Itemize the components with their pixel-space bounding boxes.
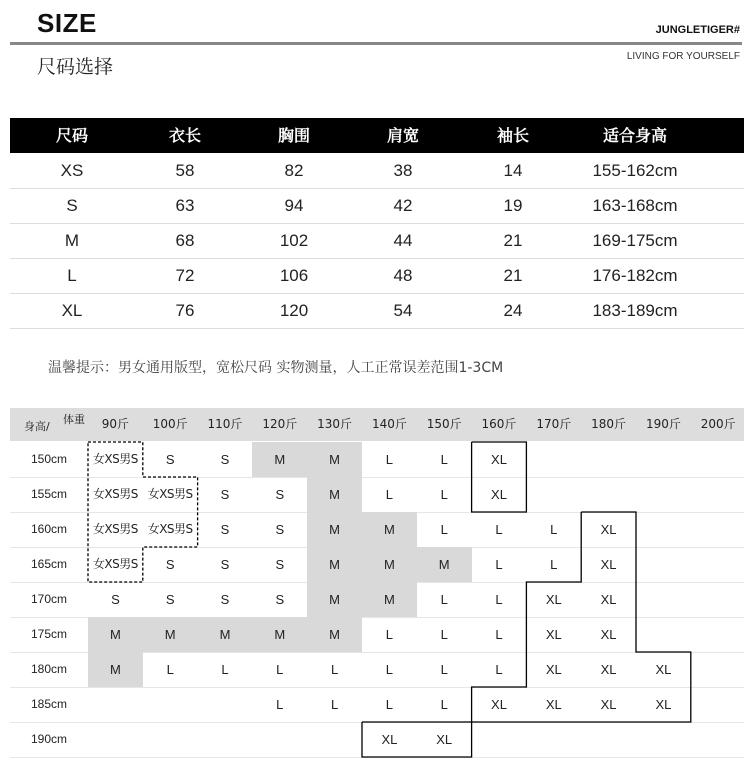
fit-cell: L bbox=[440, 522, 448, 537]
fit-cell: M bbox=[417, 547, 472, 582]
fit-cell: L bbox=[495, 592, 503, 607]
fit-cell: L bbox=[440, 487, 448, 502]
weight-header: 150斤 bbox=[426, 417, 462, 431]
size-table-cell: 63 bbox=[175, 196, 195, 215]
fit-cell: XL bbox=[381, 732, 398, 747]
height-label: 175cm bbox=[30, 627, 68, 641]
size-table-cell: 120 bbox=[279, 301, 309, 320]
fit-cell: XL bbox=[436, 732, 453, 747]
size-table-cell: 21 bbox=[503, 266, 523, 285]
fit-cell: L bbox=[440, 592, 448, 607]
fit-cell: M bbox=[198, 617, 253, 652]
size-table-cell: 14 bbox=[503, 161, 523, 180]
size-table-cell: L bbox=[67, 266, 77, 285]
weight-header: 110斤 bbox=[207, 417, 243, 431]
corner-height-label: 身高/ bbox=[24, 420, 50, 433]
fit-cell: XL bbox=[600, 627, 617, 642]
xl-190-outline bbox=[362, 722, 472, 757]
fit-cell: XL bbox=[491, 487, 507, 502]
size-table-header-cell: 肩宽 bbox=[386, 126, 419, 145]
fit-cell: XL bbox=[600, 592, 617, 607]
fit-cell: L bbox=[495, 557, 503, 572]
weight-header: 120斤 bbox=[262, 417, 298, 431]
fit-cell: L bbox=[495, 627, 503, 642]
fit-cell: XL bbox=[491, 697, 507, 712]
fit-cell: L bbox=[385, 627, 394, 642]
size-table-header-cell: 尺码 bbox=[55, 126, 88, 145]
height-label: 170cm bbox=[30, 592, 68, 606]
fit-cell: S bbox=[220, 452, 230, 467]
fit-cell: M bbox=[307, 582, 362, 617]
size-table-cell: 72 bbox=[175, 266, 195, 285]
fit-cell: S bbox=[220, 522, 230, 537]
fit-cell: L bbox=[385, 662, 394, 677]
size-table-cell: 76 bbox=[175, 301, 195, 320]
xl-region-outline bbox=[472, 512, 691, 722]
size-table-header-cell: 适合身高 bbox=[602, 126, 667, 145]
fit-cell: S bbox=[165, 557, 175, 572]
size-table-cell: 48 bbox=[393, 266, 413, 285]
weight-header: 200斤 bbox=[700, 417, 736, 431]
size-table-cell: 38 bbox=[393, 161, 413, 180]
weight-header: 180斤 bbox=[591, 417, 627, 431]
fit-cell: M bbox=[307, 617, 362, 652]
weight-header: 190斤 bbox=[645, 417, 681, 431]
fit-cell: L bbox=[330, 697, 339, 712]
page-subtitle: 尺码选择 bbox=[37, 56, 114, 78]
fit-cell: 女XS男S bbox=[92, 452, 138, 466]
fit-cell: L bbox=[495, 662, 503, 677]
fit-cell: S bbox=[275, 557, 285, 572]
fit-cell: L bbox=[166, 662, 174, 677]
fit-cell: M bbox=[252, 442, 307, 477]
size-table-cell: 58 bbox=[175, 161, 195, 180]
weight-header: 130斤 bbox=[317, 417, 353, 431]
fit-cell: XL bbox=[600, 662, 617, 677]
fit-cell: M bbox=[307, 477, 362, 512]
size-table-cell: M bbox=[64, 231, 80, 250]
size-table-cell: 176-182cm bbox=[592, 266, 678, 285]
brand-slogan: LIVING FOR YOURSELF bbox=[626, 51, 740, 62]
fit-cell: L bbox=[385, 697, 394, 712]
fit-cell: S bbox=[275, 592, 285, 607]
fit-cell: M bbox=[143, 617, 198, 652]
fit-cell: L bbox=[440, 627, 448, 642]
size-table-cell: 21 bbox=[503, 231, 523, 250]
height-label: 155cm bbox=[30, 487, 68, 501]
fit-cell: 女XS男S bbox=[92, 557, 138, 571]
height-label: 180cm bbox=[30, 662, 68, 676]
height-label: 150cm bbox=[30, 452, 68, 466]
fit-cell: L bbox=[276, 697, 284, 712]
size-table-cell: S bbox=[66, 196, 78, 215]
fit-cell: M bbox=[307, 442, 362, 477]
fit-cell: XL bbox=[491, 452, 507, 467]
xl-box-outline bbox=[472, 442, 527, 512]
fit-cell: M bbox=[362, 547, 417, 582]
fit-cell: M bbox=[362, 582, 417, 617]
fit-cell: XL bbox=[545, 662, 562, 677]
size-table-header-cell: 袖长 bbox=[496, 126, 529, 145]
size-table-cell: XL bbox=[61, 301, 83, 320]
fit-cell: S bbox=[111, 592, 120, 607]
measurement-note: 温馨提示：男女通用版型，宽松尺码 实物测量，人工正常误差范围1-3CM bbox=[48, 360, 504, 376]
height-label: 190cm bbox=[30, 732, 68, 746]
size-table-cell: 169-175cm bbox=[592, 231, 678, 250]
fit-cell: XL bbox=[655, 697, 672, 712]
fit-cell: 女XS男S bbox=[92, 522, 138, 536]
size-table-cell: 82 bbox=[284, 161, 304, 180]
fit-cell: L bbox=[385, 452, 394, 467]
size-table-cell: 19 bbox=[503, 196, 523, 215]
weight-header: 90斤 bbox=[101, 417, 130, 431]
size-table-cell: 102 bbox=[279, 231, 309, 250]
size-table-cell: 68 bbox=[175, 231, 195, 250]
weight-header: 140斤 bbox=[371, 417, 407, 431]
fit-cell: M bbox=[307, 512, 362, 547]
fit-cell: L bbox=[221, 662, 229, 677]
fit-cell: L bbox=[385, 487, 394, 502]
fit-cell: XL bbox=[600, 697, 617, 712]
size-table-cell: XS bbox=[60, 161, 84, 180]
size-table-cell: 54 bbox=[393, 301, 413, 320]
fit-cell: 女XS男S bbox=[147, 522, 193, 536]
fit-cell: L bbox=[550, 522, 558, 537]
height-label: 165cm bbox=[30, 557, 68, 571]
fit-cell: S bbox=[220, 487, 230, 502]
fit-cell: XL bbox=[545, 627, 562, 642]
height-label: 185cm bbox=[30, 697, 68, 711]
fit-cell: XL bbox=[545, 697, 562, 712]
fit-cell: XL bbox=[600, 557, 617, 572]
fit-cell: S bbox=[275, 522, 285, 537]
fit-cell: 女XS男S bbox=[92, 487, 138, 501]
size-table-cell: 106 bbox=[279, 266, 309, 285]
fit-cell: L bbox=[330, 662, 339, 677]
weight-header: 160斤 bbox=[481, 417, 517, 431]
fit-cell: S bbox=[165, 592, 175, 607]
size-table-header-cell: 衣长 bbox=[168, 126, 201, 145]
corner-weight-label: 体重 bbox=[63, 413, 85, 426]
size-table-cell: 42 bbox=[393, 196, 413, 215]
fit-cell: M bbox=[307, 547, 362, 582]
fit-cell: M bbox=[252, 617, 307, 652]
fit-cell: XL bbox=[655, 662, 672, 677]
fit-cell: L bbox=[440, 697, 448, 712]
fit-cell: S bbox=[220, 557, 230, 572]
fit-cell: S bbox=[275, 487, 285, 502]
brand-name: JUNGLETIGER# bbox=[655, 24, 740, 36]
fit-cell: L bbox=[440, 662, 448, 677]
size-table-cell: 163-168cm bbox=[592, 196, 678, 215]
fit-cell: L bbox=[550, 557, 558, 572]
fit-cell: XL bbox=[545, 592, 562, 607]
weight-header: 170斤 bbox=[536, 417, 572, 431]
weight-header: 100斤 bbox=[152, 417, 188, 431]
fit-cell: M bbox=[88, 652, 143, 687]
page-title: SIZE bbox=[37, 8, 97, 38]
fit-cell: L bbox=[276, 662, 284, 677]
fit-cell: 女XS男S bbox=[147, 487, 193, 501]
small-size-outline bbox=[88, 442, 198, 582]
fit-cell: S bbox=[165, 452, 175, 467]
size-table-cell: 155-162cm bbox=[592, 161, 678, 180]
fit-cell: L bbox=[440, 452, 448, 467]
fit-cell: XL bbox=[600, 522, 617, 537]
fit-cell: M bbox=[88, 617, 143, 652]
height-label: 160cm bbox=[30, 522, 68, 536]
size-table-cell: 24 bbox=[503, 301, 523, 320]
fit-cell: S bbox=[220, 592, 230, 607]
size-table-cell: 94 bbox=[284, 196, 304, 215]
fit-cell: L bbox=[495, 522, 503, 537]
size-table-cell: 44 bbox=[393, 231, 413, 250]
size-table-cell: 183-189cm bbox=[592, 301, 678, 320]
size-table-header-cell: 胸围 bbox=[277, 126, 310, 145]
fit-cell: M bbox=[362, 512, 417, 547]
